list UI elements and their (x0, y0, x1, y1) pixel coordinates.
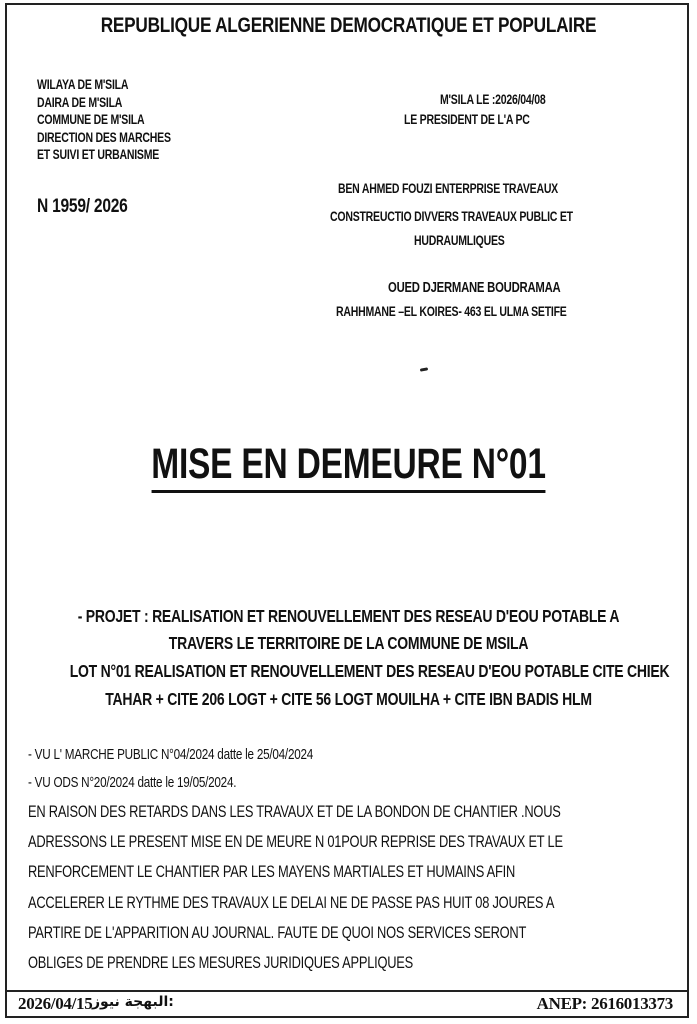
reference-number: N 1959/ 2026 (37, 196, 128, 217)
place-date: M'SILA LE :2026/04/08 (440, 92, 546, 107)
body-line: RENFORCEMENT LE CHANTIER PAR LES MAYENS MARTIALES ET HUMAINS AFIN (28, 863, 516, 881)
sender-line: WILAYA DE M'SILA (37, 77, 129, 92)
project-line: TAHAR + CITE 206 LOGT + CITE 56 LOGT MOUILHA + CITE IBN BADIS HLM (105, 689, 592, 709)
reference-line: - VU ODS N°20/2024 datte le 19/05/2024. (28, 774, 237, 791)
notice-title (77, 440, 621, 489)
sender-line: ET SUIVI ET URBANISME (37, 147, 160, 162)
reference-line: - VU L' MARCHE PUBLIC N°04/2024 datte le 25/04/2024 (28, 746, 314, 763)
footer-newspaper: :البهجة نيوز (92, 994, 174, 1010)
body-line: EN RAISON DES RETARDS DANS LES TRAVAUX ET DE LA BONDON DE CHANTIER .NOUS (28, 803, 561, 821)
body-line: ADRESSONS LE PRESENT MISE EN DE MEURE N 01POUR REPRISE DES TRAVAUX ET LE (28, 833, 563, 851)
sender-line: DAIRA DE M'SILA (37, 94, 123, 110)
body-line: ACCELERER LE RYTHME DES TRAVAUX LE DELAI NE DE PASSE PAS HUIT 08 JOURES A (28, 894, 555, 912)
recipient-line: CONSTREUCTIO DIVVERS TRAVEAUX PUBLIC ET (330, 209, 573, 224)
recipient-line: OUED DJERMANE BOUDRAMAA (388, 280, 561, 296)
body-line: PARTIRE DE L'APPARITION AU JOURNAL. FAUTE DE QUOI NOS SERVICES SERONT (28, 924, 527, 942)
body-line: OBLIGES DE PRENDRE LES MESURES JURIDIQUES APPLIQUES (28, 954, 414, 972)
footer-divider (5, 990, 689, 992)
footer-anep: ANEP: 2616013373 (536, 994, 673, 1013)
header-title: REPUBLIQUE ALGERIENNE DEMOCRATIQUE ET POPULAIRE (100, 14, 597, 37)
sender-line: COMMUNE DE M'SILA (37, 112, 145, 127)
project-line: - PROJET : REALISATION ET RENOUVELLEMENT DES RESEAU D'EOU POTABLE A (77, 606, 620, 626)
signatory: LE PRESIDENT DE L'A PC (404, 112, 530, 127)
sender-line: DIRECTION DES MARCHES (37, 129, 171, 145)
sender-block (37, 76, 171, 164)
notice-title-text: MISE EN DEMEURE N°01 (151, 440, 546, 493)
footer-date: 2026/04/15 (18, 994, 93, 1013)
project-line: TRAVERS LE TERRITOIRE DE LA COMMUNE DE MSILA (168, 633, 529, 653)
project-line: LOT N°01 REALISATION ET RENOUVELLEMENT DES RESEAU D'EOU POTABLE CITE CHIEK (69, 661, 670, 681)
recipient-line: BEN AHMED FOUZI ENTERPRISE TRAVEAUX (338, 181, 558, 196)
recipient-line: HUDRAUMLIQUES (414, 233, 505, 248)
recipient-line: RAHHMANE –EL KOIRES- 463 EL ULMA SETIFE (336, 304, 567, 319)
